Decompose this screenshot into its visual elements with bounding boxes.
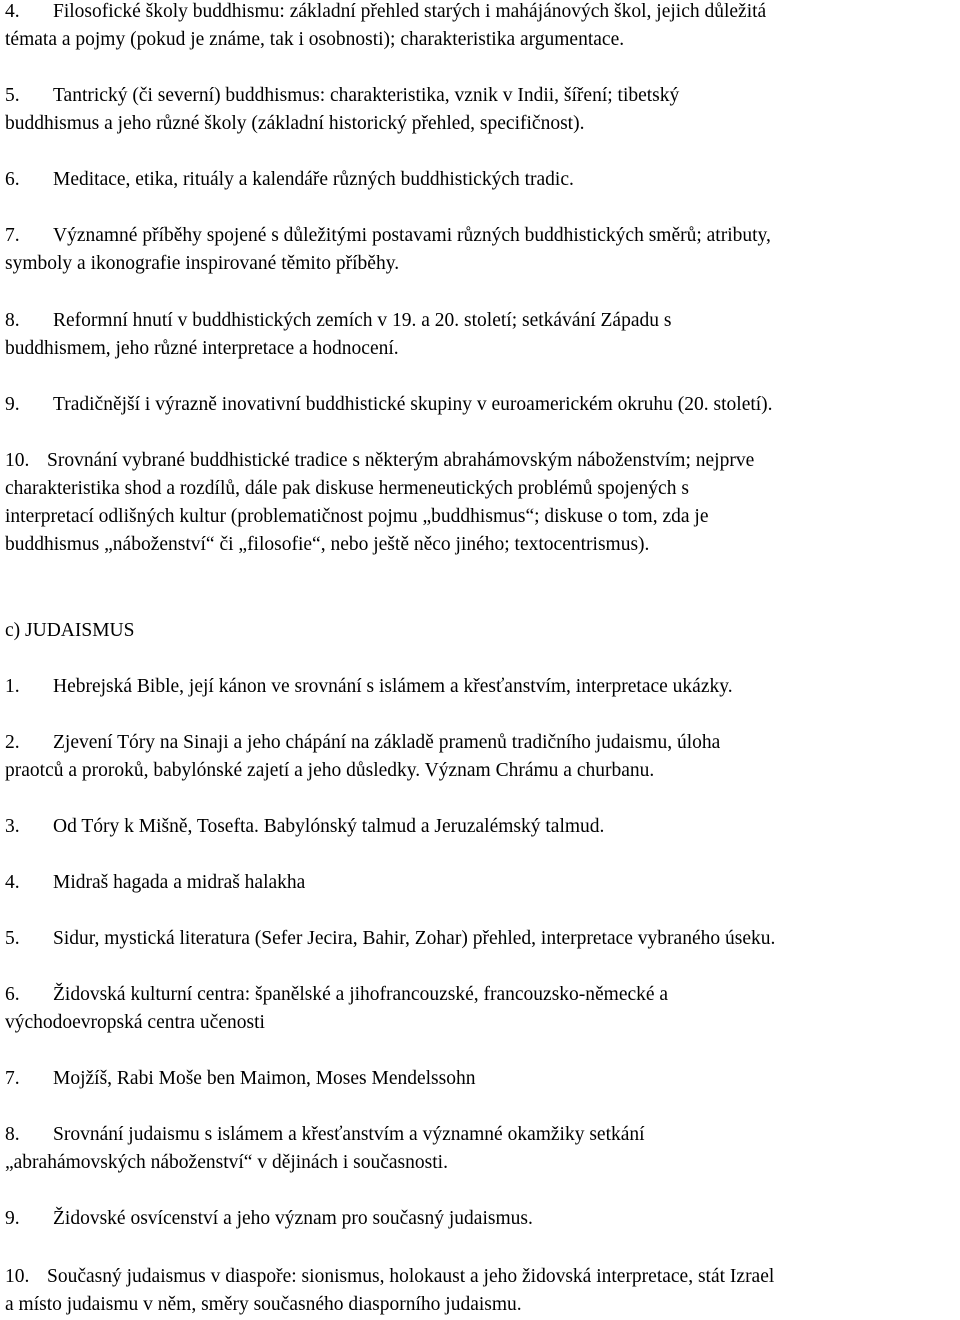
item-text-line: témata a pojmy (pokud je známe, tak i osobnosti); charakteristika argumentace. <box>5 29 625 50</box>
item-number: 9. <box>5 394 20 415</box>
item-text-line: Zjevení Tóry na Sinaji a jeho chápání na základě pramenů tradičního judaismu, úloha <box>53 732 721 753</box>
item-number: 3. <box>5 816 20 837</box>
item-text-line: „abrahámovských náboženství“ v dějinách i současnosti. <box>5 1152 448 1173</box>
item-number: 7. <box>5 1068 20 1089</box>
item-number: 10. <box>5 450 30 471</box>
item-number: 5. <box>5 928 20 949</box>
list-item-judaism-1 <box>5 673 960 701</box>
item-text-line: buddhismus „náboženství“ či „filosofie“, nebo ještě něco jiného; textocentrismus). <box>5 534 650 555</box>
item-number: 5. <box>5 85 20 106</box>
list-item-judaism-9 <box>5 1205 960 1233</box>
item-text-line: praotců a proroků, babylónské zajetí a jeho důsledky. Význam Chrámu a churbanu. <box>5 760 655 781</box>
item-number: 4. <box>5 872 20 893</box>
item-text-line: a místo judaismu v něm, směry současného diasporního judaismu. <box>5 1294 522 1315</box>
item-text-line: Meditace, etika, rituály a kalendáře různých buddhistických tradic. <box>53 169 574 190</box>
list-item-buddhism-9 <box>5 391 960 419</box>
item-text-line: buddhismem, jeho různé interpretace a hodnocení. <box>5 338 399 359</box>
item-number: 4. <box>5 1 20 22</box>
item-text-line: Židovské osvícenství a jeho význam pro současný judaismus. <box>53 1208 533 1229</box>
list-item-buddhism-4 <box>5 0 960 54</box>
list-item-judaism-7 <box>5 1065 960 1093</box>
section-heading: c) JUDAISMUS <box>5 620 135 641</box>
item-text-line: Srovnání judaismu s islámem a křesťanstvím a významné okamžiky setkání <box>53 1124 645 1145</box>
item-number: 2. <box>5 732 20 753</box>
list-item-judaism-8 <box>5 1121 960 1177</box>
item-text-line: interpretací odlišných kultur (problematičnost pojmu „buddhismus“; diskuse o tom, zda je <box>5 506 709 527</box>
list-item-judaism-6 <box>5 981 960 1037</box>
list-item-judaism-10 <box>5 1263 960 1319</box>
item-number: 6. <box>5 984 20 1005</box>
item-number: 10. <box>5 1266 30 1287</box>
item-text-line: symboly a ikonografie inspirované těmito příběhy. <box>5 253 400 274</box>
item-text-line: Tradičnější i výrazně inovativní buddhistické skupiny v euroamerickém okruhu (20. století). <box>53 394 773 415</box>
item-text-line: Mojžíš, Rabi Moše ben Maimon, Moses Mendelssohn <box>53 1068 476 1089</box>
item-text-line: Hebrejská Bible, její kánon ve srovnání s islámem a křesťanstvím, interpretace ukázky. <box>53 676 733 697</box>
item-number: 8. <box>5 310 20 331</box>
item-number: 7. <box>5 225 20 246</box>
item-number: 9. <box>5 1208 20 1229</box>
item-number: 6. <box>5 169 20 190</box>
list-item-judaism-4 <box>5 869 960 897</box>
item-text-line: Reformní hnutí v buddhistických zemích v 19. a 20. století; setkávání Západu s <box>53 310 672 331</box>
item-text-line: východoevropská centra učenosti <box>5 1012 265 1033</box>
item-text-line: Současný judaismus v diaspoře: sionismus, holokaust a jeho židovská interpretace, stát Izrael <box>47 1266 775 1287</box>
item-text-line: Midraš hagada a midraš halakha <box>53 872 306 893</box>
list-item-judaism-3 <box>5 813 960 841</box>
item-text-line: Významné příběhy spojené s důležitými postavami různých buddhistických směrů; atributy, <box>53 225 771 246</box>
list-item-buddhism-7 <box>5 222 960 278</box>
item-number: 8. <box>5 1124 20 1145</box>
item-text-line: Tantrický (či severní) buddhismus: charakteristika, vznik v Indii, šíření; tibetský <box>53 85 680 106</box>
list-item-judaism-2 <box>5 729 960 785</box>
list-item-judaism-5 <box>5 925 960 953</box>
list-item-buddhism-10 <box>5 447 960 559</box>
list-item-buddhism-5 <box>5 82 960 138</box>
list-item-buddhism-8 <box>5 307 960 363</box>
item-text-line: Sidur, mystická literatura (Sefer Jecira, Bahir, Zohar) přehled, interpretace vybraného úseku. <box>53 928 776 949</box>
list-item-buddhism-6 <box>5 166 960 194</box>
item-text-line: Židovská kulturní centra: španělské a jihofrancouzské, francouzsko-německé a <box>53 984 669 1005</box>
item-text-line: charakteristika shod a rozdílů, dále pak diskuse hermeneutických problémů spojených s <box>5 478 689 499</box>
item-number: 1. <box>5 676 20 697</box>
item-text-line: Srovnání vybrané buddhistické tradice s některým abrahámovským náboženstvím; nejprve <box>47 450 755 471</box>
item-text-line: Od Tóry k Mišně, Tosefta. Babylónský talmud a Jeruzalémský talmud. <box>53 816 605 837</box>
item-text-line: Filosofické školy buddhismu: základní přehled starých i mahájánových škol, jejich důležitá <box>53 1 767 22</box>
item-text-line: buddhismus a jeho různé školy (základní historický přehled, specifičnost). <box>5 113 585 134</box>
